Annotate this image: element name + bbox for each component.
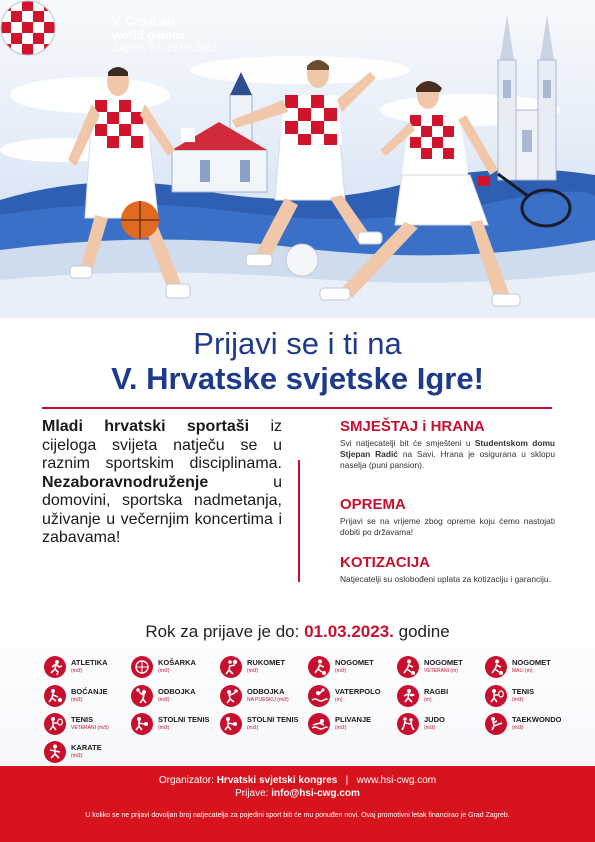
sport-item bbox=[44, 685, 136, 707]
event-title-line2: world games bbox=[112, 28, 186, 42]
tennis-icon bbox=[44, 713, 66, 735]
sport-item bbox=[485, 656, 577, 678]
sport-category: (m) bbox=[424, 697, 432, 703]
sport-item bbox=[308, 713, 400, 735]
sport-name: STOLNI TENIS bbox=[158, 715, 210, 724]
sport-item bbox=[485, 713, 577, 735]
bocce-icon bbox=[44, 685, 66, 707]
footer-organizer: Organizator: Hrvatski svjetski kongres | www.hsi-cwg.com bbox=[158, 775, 437, 786]
intro-bold2: Nezaboravnodruženje bbox=[42, 473, 209, 491]
sport-item bbox=[397, 685, 489, 707]
judo-icon bbox=[397, 713, 419, 735]
sport-name: RAGBI bbox=[424, 687, 449, 696]
footer-apply: Prijave: info@hsi-cwg.com bbox=[235, 788, 360, 799]
info-equipment-title: OPREMA bbox=[340, 496, 406, 513]
sport-item bbox=[44, 713, 136, 735]
sport-item bbox=[397, 656, 489, 678]
deadline bbox=[0, 622, 595, 642]
sport-item bbox=[220, 685, 312, 707]
football-icon bbox=[485, 656, 507, 678]
sport-category: (m/ž) bbox=[158, 725, 170, 731]
sport-category: (m/ž) bbox=[158, 668, 170, 674]
sport-name: ODBOJKA bbox=[158, 687, 196, 696]
zagreb-cathedral bbox=[498, 15, 556, 180]
event-dates: Zagreb, 24.-29.07.2023 bbox=[112, 43, 217, 54]
sport-category: (m/ž) bbox=[247, 725, 259, 731]
sport-item bbox=[308, 656, 400, 678]
volleyball-icon bbox=[131, 685, 153, 707]
sport-item bbox=[44, 656, 136, 678]
deadline-prefix: Rok za prijave je do: bbox=[145, 622, 305, 641]
sport-category: NA PIJESKU (m/ž) bbox=[247, 697, 289, 703]
sport-name: RUKOMET bbox=[247, 658, 285, 667]
sport-item bbox=[397, 713, 489, 735]
sport-category: (m/ž) bbox=[512, 725, 524, 731]
sport-name: KOŠARKA bbox=[158, 658, 196, 667]
table-tennis-icon bbox=[220, 713, 242, 735]
info-accommodation-text: Svi natjecatelji bit će smješteni u Studentskom domu Stjepan Radić na Savi. Hrana je osigurana u sklopu naselja (puni pansion). bbox=[340, 438, 556, 470]
headline-line2: V. Hrvatske svjetske Igre! bbox=[111, 361, 484, 396]
intro-bold1: Mladi hrvatski sportaši bbox=[42, 418, 250, 435]
event-title bbox=[112, 14, 185, 42]
checkered-ball-logo bbox=[0, 0, 56, 56]
apply-email-link[interactable]: info@hsi-cwg.com bbox=[271, 788, 360, 799]
sport-item bbox=[44, 741, 136, 763]
info-accommodation bbox=[340, 418, 555, 471]
info-fee-title: KOTIZACIJA bbox=[340, 554, 430, 571]
sport-name: NOGOMET bbox=[335, 658, 374, 667]
basketball-icon bbox=[131, 656, 153, 678]
sport-category: (m) bbox=[335, 697, 343, 703]
sport-name: PLIVANJE bbox=[335, 715, 372, 724]
intro-text2: u domovini, sportska nadmetanja, uživanje u večernjim koncertima i zabavama! bbox=[42, 473, 282, 546]
info-equipment-text: Prijavi se na vrijeme zbog opreme koju ćemo nastojati dobiti po državama! bbox=[340, 516, 555, 537]
sport-category: VETERANI (m) bbox=[424, 668, 458, 674]
sport-name: ATLETIKA bbox=[71, 658, 108, 667]
info-accommodation-title: SMJEŠTAJ i HRANA bbox=[340, 418, 485, 435]
deadline-suffix: godine bbox=[393, 622, 450, 641]
table-tennis-icon bbox=[131, 713, 153, 735]
sport-name: KARATE bbox=[71, 743, 102, 752]
beach-volleyball-icon bbox=[220, 685, 242, 707]
sport-name: JUDO bbox=[424, 715, 445, 724]
sport-category: (m/ž) bbox=[335, 668, 347, 674]
sport-item bbox=[131, 656, 223, 678]
sport-name: TAEKWONDO bbox=[512, 715, 562, 724]
football-icon bbox=[397, 656, 419, 678]
sport-item bbox=[308, 685, 400, 707]
swimming-icon bbox=[308, 713, 330, 735]
taekwondo-icon bbox=[485, 713, 507, 735]
running-icon bbox=[44, 656, 66, 678]
sport-category: (m/ž) bbox=[71, 697, 83, 703]
rugby-icon bbox=[397, 685, 419, 707]
hero-scene bbox=[0, 0, 595, 318]
sport-category: (m/ž) bbox=[247, 668, 259, 674]
sport-item bbox=[131, 713, 223, 735]
footer-note: U koliko se ne prijavi dovoljan broj natjecatelja za pojedini sport biti će mu ponuđen novi. Ovaj promotivni letak financirao je Grad Zagreb. bbox=[85, 812, 510, 819]
info-equipment bbox=[340, 496, 555, 538]
sport-category: (m/ž) bbox=[335, 725, 347, 731]
sport-item bbox=[485, 685, 577, 707]
karate-icon bbox=[44, 741, 66, 763]
intro-text1: iz cijeloga svijeta natječu se u raznim sportskim disciplinama. bbox=[42, 418, 282, 472]
divider-rule bbox=[42, 407, 552, 409]
sport-name: TENIS bbox=[71, 715, 94, 724]
sport-category: VETERANI (m/ž) bbox=[71, 725, 109, 731]
deadline-date: 01.03.2023. bbox=[304, 622, 394, 641]
sport-category: (m/ž) bbox=[424, 725, 436, 731]
organizer-name: Hrvatski svjetski kongres bbox=[216, 775, 338, 786]
sport-name: NOGOMET bbox=[512, 658, 551, 667]
waterpolo-icon bbox=[308, 685, 330, 707]
event-title-line1: V. Croatian bbox=[112, 14, 175, 28]
intro-text bbox=[42, 418, 282, 548]
football-icon bbox=[308, 656, 330, 678]
sport-category: (m/ž) bbox=[71, 753, 83, 759]
sport-item bbox=[220, 656, 312, 678]
footer bbox=[0, 766, 595, 842]
info-fee-text: Natjecatelji su oslobođeni uplata za kotizaciju i garanciju. bbox=[340, 574, 551, 584]
sport-category: (m/ž) bbox=[512, 697, 524, 703]
tennis-icon bbox=[485, 685, 507, 707]
sport-name: VATERPOLO bbox=[335, 687, 381, 696]
sport-item bbox=[220, 713, 312, 735]
sport-category: (m/ž) bbox=[158, 697, 170, 703]
sport-item bbox=[131, 685, 223, 707]
sport-name: ODBOJKA bbox=[247, 687, 285, 696]
sport-category: (m/ž) bbox=[71, 668, 83, 674]
sport-name: STOLNI TENIS bbox=[247, 715, 299, 724]
st-mark-church bbox=[172, 72, 267, 192]
sport-name: BOĆANJE bbox=[71, 687, 108, 696]
headline-line1: Prijavi se i ti na bbox=[193, 326, 402, 361]
football-ball bbox=[286, 244, 318, 276]
sport-name: TENIS bbox=[512, 687, 535, 696]
sport-name: NOGOMET bbox=[424, 658, 463, 667]
website-link[interactable]: www.hsi-cwg.com bbox=[356, 775, 437, 786]
vertical-divider bbox=[298, 460, 300, 582]
handball-icon bbox=[220, 656, 242, 678]
info-fee bbox=[340, 554, 555, 585]
hero-illustration bbox=[0, 0, 595, 318]
sport-category: MALI (m) bbox=[512, 668, 533, 674]
